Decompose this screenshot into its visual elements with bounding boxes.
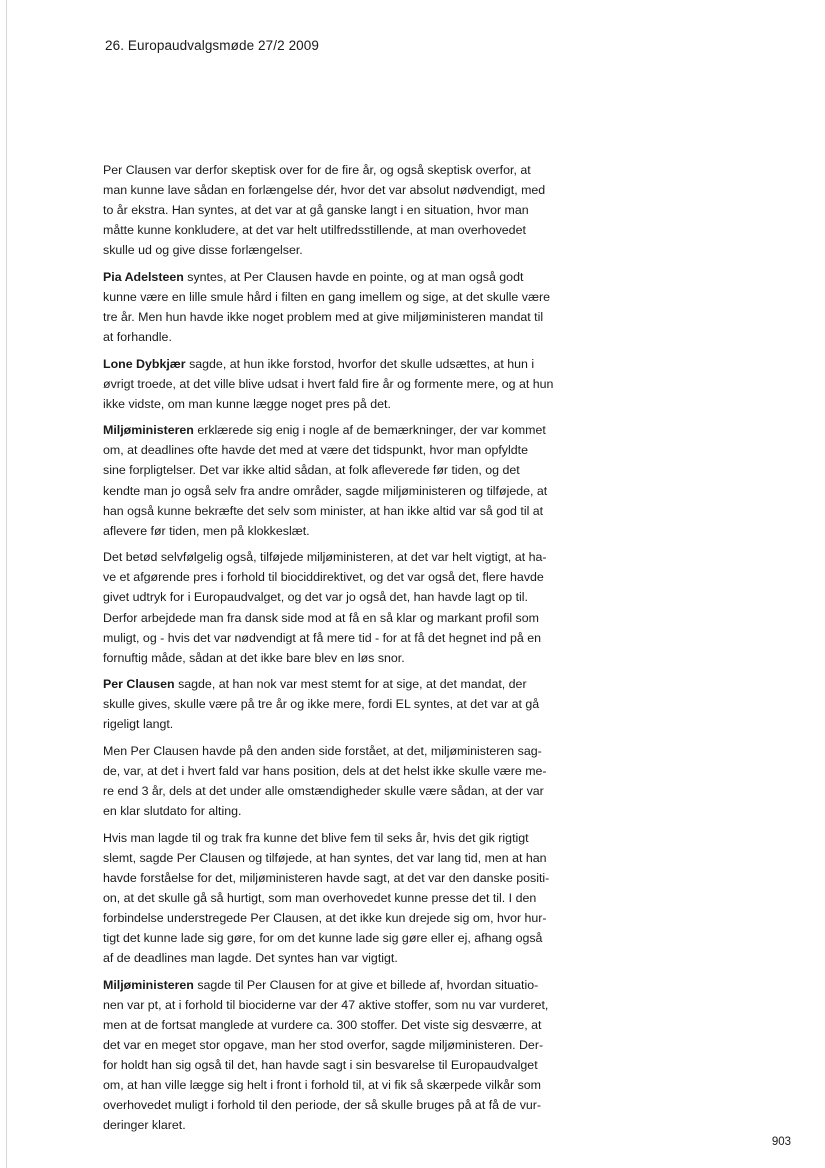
text-line: Men Per Clausen havde på den anden side forstået, at det, miljøministeren sag- bbox=[103, 743, 542, 758]
document-body bbox=[103, 160, 588, 1142]
text-line: om, at deadlines ofte havde det med at være det tidspunkt, hvor man opfyldte bbox=[103, 443, 528, 458]
text-line: forbindelse understregede Per Clausen, at det ikke kun drejede sig om, hvor hur- bbox=[103, 911, 547, 926]
text-line: de, var, at det i hvert fald var hans position, dels at det helst ikke skulle være me- bbox=[103, 763, 547, 778]
text-fragment: sagde til Per Clausen for at give et billede af, hvordan situatio- bbox=[193, 977, 539, 992]
page-number: 903 bbox=[771, 1136, 791, 1148]
paragraph bbox=[103, 828, 588, 969]
speaker-name: Miljøministeren bbox=[103, 977, 194, 992]
speaker-name: Pia Adelsteen bbox=[103, 269, 184, 284]
text-line: af de deadlines man lagde. Det syntes han var vigtigt. bbox=[103, 951, 398, 966]
text-line: overhovedet muligt i forhold til den periode, der så skulle bruges på at få de vur- bbox=[103, 1098, 542, 1113]
text-line bbox=[103, 267, 588, 287]
text-line: givet udtryk for i Europaudvalget, og det var jo også det, han havde lagt op til. bbox=[103, 590, 528, 605]
paragraph bbox=[103, 160, 588, 260]
text-line: han også kunne bekræfte det selv som minister, at han ikke altid var så god til at bbox=[103, 503, 544, 518]
paragraph bbox=[103, 267, 588, 347]
text-line bbox=[103, 674, 588, 694]
text-line: øvrigt troede, at det ville blive udsat i hvert fald fire år og formente mere, og at hun bbox=[103, 376, 554, 391]
text-line: ikke vidste, om man kunne lægge noget pres på det. bbox=[103, 396, 391, 411]
text-line: Derfor arbejdede man fra dansk side mod at få en så klar og markant profil som bbox=[103, 610, 539, 625]
text-line: slemt, sagde Per Clausen og tilføjede, at han syntes, det var lang tid, men at han bbox=[103, 850, 547, 865]
text-line: deringer klaret. bbox=[103, 1118, 186, 1133]
text-line: det var en meget stor opgave, man her stod overfor, sagde miljøministeren. Der- bbox=[103, 1037, 544, 1052]
text-fragment: sagde, at han nok var mest stemt for at sige, at det mandat, der bbox=[174, 677, 527, 692]
text-line: kunne være en lille smule hård i filten en gang imellem og sige, at det skulle være bbox=[103, 289, 550, 304]
page-header: 26. Europaudvalgsmøde 27/2 2009 bbox=[105, 38, 319, 53]
text-line: skulle ud og give disse forlængelser. bbox=[103, 243, 303, 258]
text-line: en klar slutdato for alting. bbox=[103, 804, 242, 819]
text-line: man kunne lave sådan en forlængelse dér, hvor det var absolut nødvendigt, med bbox=[103, 183, 546, 198]
text-fragment: syntes, at Per Clausen havde en pointe, og at man også godt bbox=[183, 269, 524, 284]
text-line: Det betød selvfølgelig også, tilføjede miljøministeren, at det var helt vigtigt, at ha- bbox=[103, 550, 547, 565]
text-line: kendte man jo også selv fra andre områder, sagde miljøministeren og tilføjede, at bbox=[103, 483, 548, 498]
text-line: to år ekstra. Han syntes, at det var at gå ganske langt i en situation, hvor man bbox=[103, 203, 529, 218]
text-line: fornuftig måde, sådan at det ikke bare blev en løs snor. bbox=[103, 650, 405, 665]
speaker-name: Per Clausen bbox=[103, 677, 175, 692]
text-line: måtte kunne konkludere, at det var helt utilfredsstillende, at man overhovedet bbox=[103, 223, 526, 238]
text-line: havde forståelse for det, miljøministeren havde sagt, at det var den danske positi- bbox=[103, 870, 550, 885]
text-line: Per Clausen var derfor skeptisk over for de fire år, og også skeptisk overfor, at bbox=[103, 163, 531, 177]
paragraph bbox=[103, 741, 588, 821]
text-line: men at de fortsat manglede at vurdere ca. 300 stoffer. Det viste sig desværre, at bbox=[103, 1017, 542, 1032]
text-line: aflevere før tiden, men på klokkeslæt. bbox=[103, 523, 310, 538]
speaker-name: Miljøministeren bbox=[103, 423, 194, 438]
text-line: rigeligt langt. bbox=[103, 717, 174, 732]
text-line: on, at det skulle gå så hurtigt, som man overhovedet kunne presse det til. I den bbox=[103, 890, 537, 905]
text-fragment: sagde, at hun ikke forstod, hvorfor det skulle udsættes, at hun i bbox=[185, 356, 535, 371]
speaker-name: Lone Dybkjær bbox=[103, 356, 186, 371]
text-line: om, at han ville lægge sig helt i front i forhold til, at vi fik så skærpede vilkår som bbox=[103, 1078, 541, 1093]
text-line: nen var pt, at i forhold til biociderne var der 47 aktive stoffer, som nu var vurderet, bbox=[103, 997, 549, 1012]
paragraph bbox=[103, 975, 588, 1136]
text-line: sine forpligtelser. Det var ikke altid sådan, at folk afleverede før tiden, og det bbox=[103, 463, 520, 478]
text-line: for holdt han sig også til det, han havde sagt i sin besvarelse til Europaudvalget bbox=[103, 1058, 538, 1073]
text-fragment: erklærede sig enig i nogle af de bemærkninger, der var kommet bbox=[193, 423, 546, 438]
text-line bbox=[103, 354, 588, 374]
text-line bbox=[103, 420, 588, 440]
text-line: ve et afgørende pres i forhold til biociddirektivet, og det var også det, flere havde bbox=[103, 570, 544, 585]
scan-edge-line bbox=[6, 0, 7, 1168]
text-line: tigt det kunne lade sig gøre, for om det kunne lade sig gøre eller ej, afhang også bbox=[103, 931, 543, 946]
text-line: skulle gives, skulle være på tre år og ikke mere, fordi EL syntes, at det var at gå bbox=[103, 697, 540, 712]
text-line bbox=[103, 975, 588, 995]
paragraph bbox=[103, 420, 588, 541]
paragraph bbox=[103, 354, 588, 414]
paragraph bbox=[103, 547, 588, 668]
text-line: Hvis man lagde til og trak fra kunne det blive fem til seks år, hvis det gik rigtigt bbox=[103, 830, 529, 845]
text-line: tre år. Men hun havde ikke noget problem med at give miljøministeren mandat til bbox=[103, 310, 544, 325]
text-line: re end 3 år, dels at det under alle omstændigheder skulle være sådan, at der var bbox=[103, 784, 544, 799]
paragraph bbox=[103, 674, 588, 734]
text-line: muligt, og - hvis det var nødvendigt at få mere tid - for at få det hegnet ind på en bbox=[103, 630, 542, 645]
text-line: at forhandle. bbox=[103, 330, 172, 345]
